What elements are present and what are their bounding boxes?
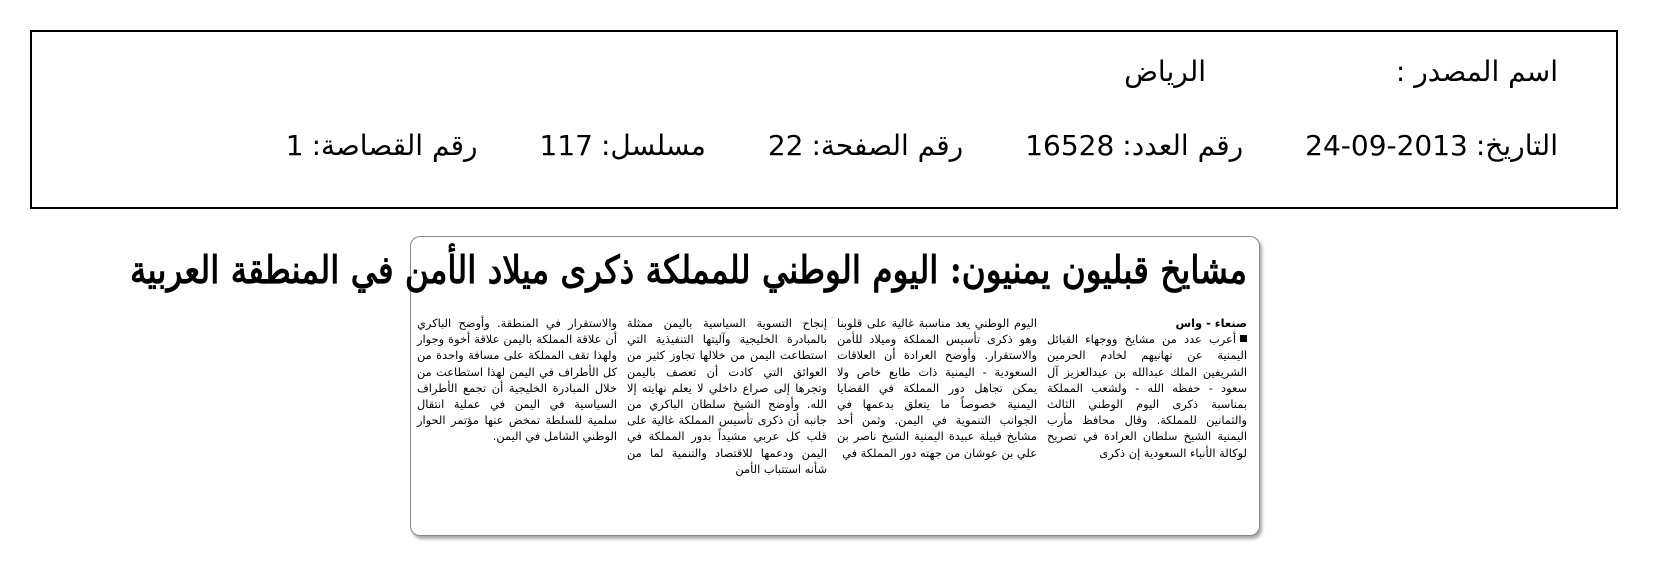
- bullet-square-icon: [1240, 335, 1247, 342]
- article-column-4: [417, 315, 617, 445]
- date-value: 24-09-2013: [1305, 129, 1468, 162]
- serial-value: 117: [539, 129, 593, 162]
- clip-number-value: 1: [285, 129, 304, 162]
- date-label: التاريخ:: [1475, 129, 1558, 162]
- clip-number-label: رقم القصاصة:: [311, 129, 478, 162]
- column-text: والاستقرار في المنطقة. وأوضح الباكري أن علاقة المملكة باليمن علاقة أخوة وجوار ولهذا تقف المملكة على مسافة واحدة من كل الأطراف في اليمن لهذا استطاعت من خلال المبادرة الخليجية أن تجمع الأطراف السياسية في اليمن في عملية انتقال سلمية للسلطة تمخض عنها مؤتمر الحوار الوطني الشامل في اليمن.: [417, 316, 617, 444]
- metadata-row: [285, 129, 1558, 162]
- article-dateline: صنعاء - واس: [1175, 316, 1247, 330]
- source-value: الرياض: [1124, 55, 1206, 88]
- issue-label: رقم العدد:: [1122, 129, 1244, 162]
- article-column-2: [837, 315, 1037, 461]
- column-text: أعرب عدد من مشايخ ووجهاء القبائل اليمنية عن تهانيهم لخادم الحرمين الشريفين الملك عبدالله بن عبدالعزيز آل سعود - حفظه الله - ولشعب المملكة بمناسبة ذكرى اليوم الوطني الثالث والثمانين للمملكة. وقال محافظ مأرب اليمنية الشيخ سلطان العرادة في تصريح لوكالة الأنباء السعودية إن ذكرى: [1047, 332, 1247, 460]
- serial-field: [539, 129, 706, 162]
- source-info-box: [30, 30, 1618, 209]
- article-column-3: [627, 315, 827, 477]
- page-label: رقم الصفحة:: [811, 129, 964, 162]
- source-label: اسم المصدر :: [1395, 55, 1558, 88]
- column-text: اليوم الوطني يعد مناسبة غالية على قلوبنا وهو ذكرى تأسيس المملكة وميلاد للأمن والاستقرار. وأوضح العرادة أن العلاقات السعودية - اليمنية ذات طابع خاص ولا يمكن تجاهل دور المملكة في القضايا اليمنية خصوصاً ما يتعلق بدعمها في الجوانب التنموية في اليمن. وثمن أحد مشايخ قبيلة عبيدة اليمنية الشيخ ناصر بن علي بن عوشان من جهته دور المملكة في: [837, 316, 1037, 460]
- column-text: إنجاح التسوية السياسية باليمن ممثلة بالمبادرة الخليجية وآليتها التنفيذية التي استطاعت اليمن من خلالها تجاوز كثير من العوائق التي كادت أن تعصف باليمن وتجرها إلى صراع داخلي لا يعلم نهايته إلا الله. وأوضح الشيخ سلطان الباكري من جانبه أن ذكرى تأسيس المملكة غالية على قلب كل عربي مشيداً بدور المملكة في اليمن ودعمها للاقتصاد والتنمية لما من شأنه استتباب الأمن: [627, 316, 827, 476]
- newspaper-clipping: [130, 236, 1260, 536]
- article-headline: مشايخ قبليون يمنيون: اليوم الوطني للمملكة ذكرى ميلاد الأمن في المنطقة العربية: [130, 247, 1247, 292]
- issue-value: 16528: [1025, 129, 1115, 162]
- serial-label: مسلسل:: [600, 129, 706, 162]
- date-field: [1305, 129, 1558, 162]
- page-field: [767, 129, 964, 162]
- page-value: 22: [767, 129, 804, 162]
- clip-number-field: [285, 129, 478, 162]
- article-column-1: [1047, 315, 1247, 461]
- issue-field: [1025, 129, 1244, 162]
